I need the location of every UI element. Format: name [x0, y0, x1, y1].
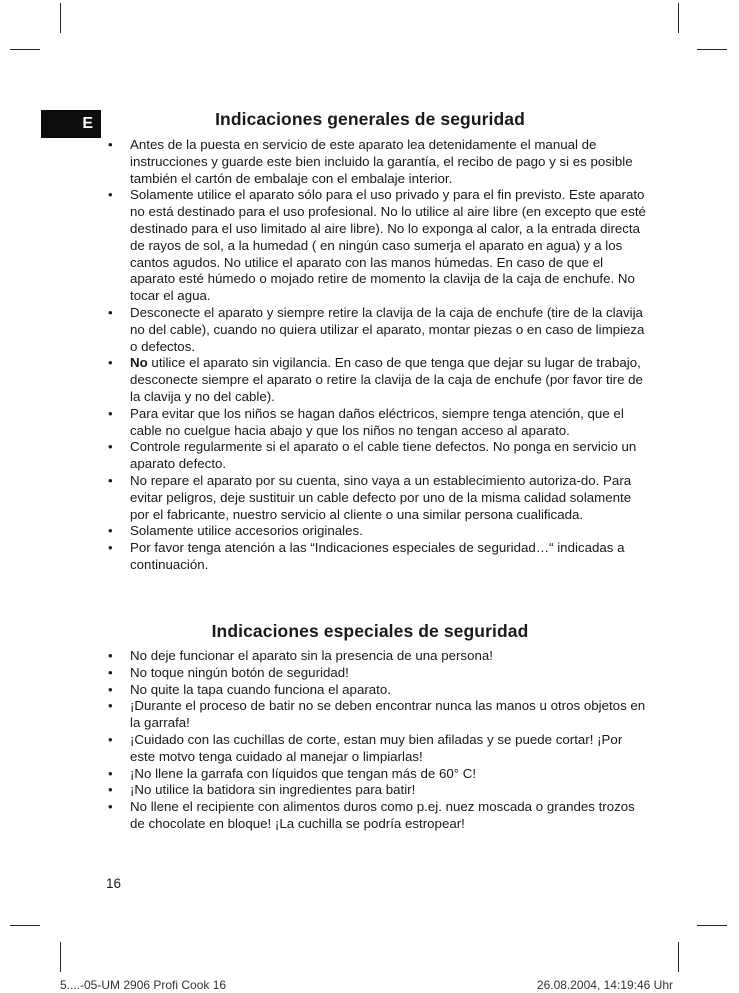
list-item [106, 766, 646, 783]
list-item [106, 648, 646, 665]
list-item [106, 540, 646, 574]
list-item [106, 799, 646, 833]
crop-mark-top-right [678, 3, 679, 33]
list-item [106, 187, 646, 305]
list-item-text: Desconecte el aparato y siempre retire la clavija de la caja de enchufe (tire de la clavija no del cable), cuando no quiera utilizar el aparato, montar piezas o en caso de limpieza o defectos. [130, 304, 645, 354]
list-item-text: ¡Durante el proceso de batir no se deben encontrar nunca las manos u otros objetos en la garrafa! [130, 698, 646, 731]
list-item-text: Para evitar que los niños se hagan daños eléctricos, siempre tenga atención, que el cable no cuelgue hacia abajo y que los niños no tengan acceso al aparato. [130, 405, 624, 438]
list-item-text: No toque ningún botón de seguridad! [130, 664, 349, 680]
list-item [106, 782, 646, 799]
list-item-text: No deje funcionar el aparato sin la presencia de una persona! [130, 648, 493, 663]
list-item [106, 698, 646, 732]
list-item-text: Antes de la puesta en servicio de este aparato lea detenidamente el manual de instrucciones y guarde este bien incluido la garantía, el recibo de pago y si es posible también el cartón de embalaje con el embalaje interior. [130, 137, 633, 186]
list-item-text: ¡Cuidado con las cuchillas de corte, estan muy bien afiladas y se puede cortar! ¡Por este motvo tenga cuidado al manejar o limpiarlas! [130, 731, 623, 764]
list-item-text: No quite la tapa cuando funciona el aparato. [130, 681, 391, 697]
list-item-text: No repare el aparato por su cuenta, sino vaya a un establecimiento autoriza-do. Para evitar peligros, deje sustituir un cable defecto por uno de la misma calidad solamente por el fabricante, nuestro servicio al cliente o una similar persona cualificada. [130, 472, 632, 522]
list-item-text: Controle regularmente si el aparato o el cable tiene defectos. No ponga en servicio un aparato defecto. [130, 439, 637, 472]
list-item-emphasis: No [130, 355, 148, 371]
section-title-general-safety: Indicaciones generales de seguridad [215, 109, 525, 129]
list-item [106, 665, 646, 682]
list-item-text: Solamente utilice el aparato sólo para el uso privado y para el fin previsto. Este aparato no está destinado para el uso profesional. No lo utilice al aire libre (en excepto que esté destinado para el uso limitado al aire libre). No lo exponga al calor, a la entrada directa de rayos de sol, a la humedad ( en ningún caso sumerja el aparato en agua) y a los cantos agudos. No utilice el aparato con las manos húmedas. En caso de que el aparato esté húmedo o mojado retire de momento la clavija de la caja de enchufe. No tocar el agua. [130, 187, 646, 304]
crop-mark-top-right-h [697, 49, 727, 50]
section-title-special-safety: Indicaciones especiales de seguridad [211, 621, 529, 641]
special-safety-list [106, 648, 646, 833]
language-tab: E [41, 110, 101, 138]
list-item [106, 523, 646, 540]
list-item [106, 682, 646, 699]
page-number: 16 [106, 876, 122, 891]
crop-mark-top-left [60, 3, 61, 33]
crop-mark-top-left-h [10, 49, 40, 50]
list-item [106, 439, 646, 473]
list-item [106, 305, 646, 355]
list-item-text: ¡No utilice la batidora sin ingredientes para batir! [130, 782, 416, 798]
crop-mark-bottom-left-h [10, 925, 40, 926]
list-item-text: ¡No llene la garrafa con líquidos que tengan más de 60° C! [130, 765, 477, 781]
list-item [106, 137, 646, 187]
list-item [106, 732, 646, 766]
general-safety-list [106, 137, 646, 574]
list-item [106, 473, 646, 523]
crop-mark-bottom-left [60, 942, 61, 972]
crop-mark-bottom-right-h [697, 925, 727, 926]
list-item-text: utilice el aparato sin vigilancia. En caso de que tenga que dejar su lugar de trabajo, desconecte siempre el aparato o retire la clavija de la caja de enchufe (por favor tire de la clavija y no del cable). [130, 355, 643, 404]
crop-mark-bottom-right [678, 942, 679, 972]
footer-file-info: 5....-05-UM 2906 Profi Cook 16 [60, 978, 227, 992]
list-item [106, 355, 646, 405]
list-item-text: Por favor tenga atención a las “Indicaciones especiales de seguridad…“ indicadas a continuación. [130, 540, 625, 572]
list-item-text: Solamente utilice accesorios originales. [130, 523, 363, 539]
list-item [106, 406, 646, 440]
footer-timestamp: 26.08.2004, 14:19:46 Uhr [536, 978, 673, 992]
list-item-text: No llene el recipiente con alimentos duros como p.ej. nuez moscada o grandes trozos de chocolate en bloque! ¡La cuchilla se podría estropear! [130, 799, 635, 831]
